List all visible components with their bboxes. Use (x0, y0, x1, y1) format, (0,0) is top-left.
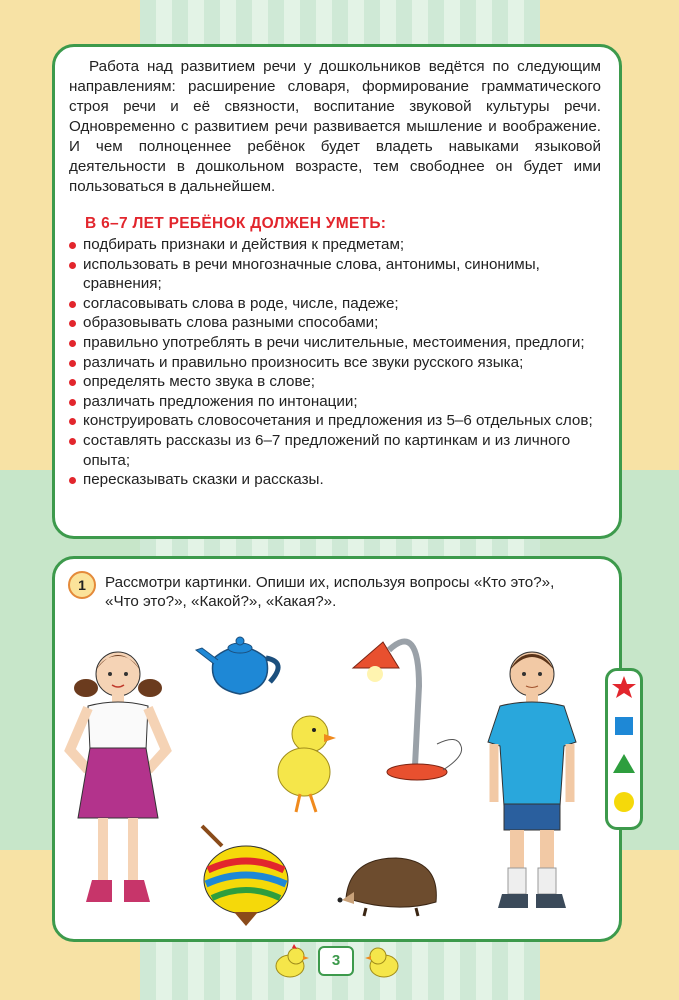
skills-list (69, 235, 601, 490)
list-item: конструировать словосочетания и предложения из 5–6 отдельных слов; (69, 411, 601, 431)
skills-heading: В 6–7 ЛЕТ РЕБЁНОК ДОЛЖЕН УМЕТЬ: (85, 215, 387, 232)
star-icon (612, 676, 636, 698)
bullet-icon (69, 301, 76, 308)
hedgehog-illustration (336, 852, 444, 918)
shapes-icons (608, 671, 640, 827)
list-item: определять место звука в слове; (69, 372, 601, 392)
bullet-icon (69, 262, 76, 269)
circle-icon (614, 792, 634, 812)
list-item: различать предложения по интонации; (69, 392, 601, 412)
bullet-icon (69, 360, 76, 367)
square-icon (615, 717, 633, 735)
girl-illustration (62, 640, 174, 918)
page-number: 3 (318, 946, 354, 976)
bullet-icon (69, 379, 76, 386)
bullet-icon (69, 438, 76, 445)
teapot-illustration (194, 628, 290, 698)
bullet-icon (69, 418, 76, 425)
intro-paragraph: Работа над развитием речи у дошкольников ведётся по следующим направлениям: расширение словаря, формирование грамматического строя речи и её связности, воспитание звуковой культуры речи. Одновременно с развитием речи развивается мышление и воображение. И чем полноценнее ребёнок будет владеть навыками языковой деятельности в дошкольном возрасте, тем свободнее он будет ими пользоваться в дальнейшем. (69, 58, 601, 195)
chick-illustration (270, 712, 340, 816)
list-item: правильно употреблять в речи числительные, местоимения, предлоги; (69, 333, 601, 353)
list-item: образовывать слова разными способами; (69, 313, 601, 333)
list-item: пересказывать сказки и рассказы. (69, 470, 601, 490)
bullet-icon (69, 242, 76, 249)
list-item: подбирать признаки и действия к предметам; (69, 235, 601, 255)
chick-right-icon (364, 944, 404, 980)
shapes-legend (605, 668, 643, 830)
bullet-icon (69, 340, 76, 347)
list-item: составлять рассказы из 6–7 предложений по картинкам и из личного опыта; (69, 431, 601, 470)
task-instructions: Рассмотри картинки. Опиши их, используя вопросы «Кто это?», «Что это?», «Какой?», «Какая?». (105, 574, 555, 610)
lamp-illustration (345, 626, 470, 784)
spinning-top-illustration (194, 822, 294, 930)
bullet-icon (69, 399, 76, 406)
boy-illustration (480, 642, 584, 918)
list-item: использовать в речи многозначные слова, антонимы, синонимы, сравнения; (69, 255, 601, 294)
list-item: согласовывать слова в роде, числе, падеже; (69, 294, 601, 314)
task-number-badge: 1 (68, 571, 96, 599)
bullet-icon (69, 320, 76, 327)
triangle-icon (613, 754, 635, 773)
chick-left-icon (270, 944, 310, 980)
bullet-icon (69, 477, 76, 484)
info-card (52, 44, 622, 539)
list-item: различать и правильно произносить все звуки русского языка; (69, 353, 601, 373)
